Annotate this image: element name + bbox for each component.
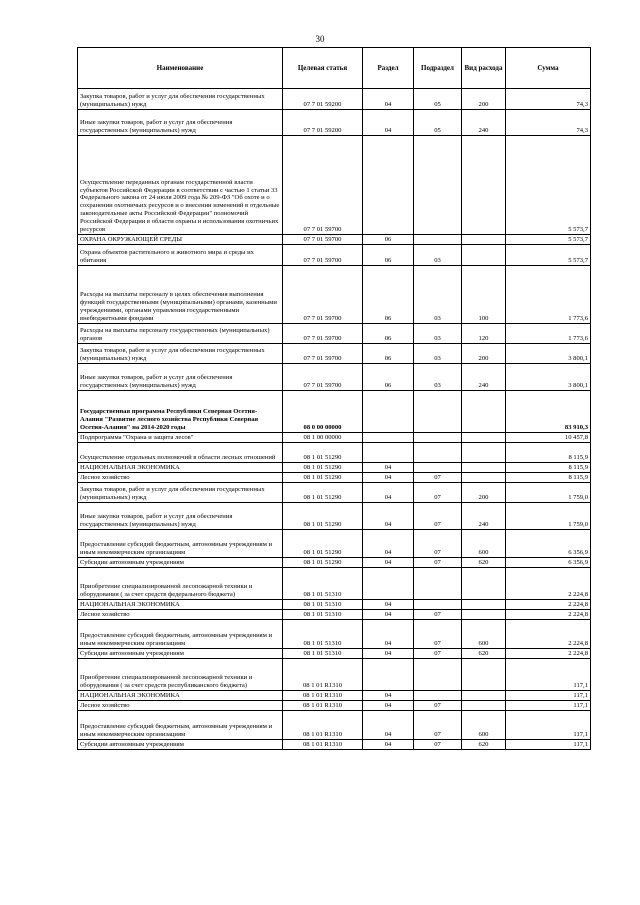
cell-section: 04 [363, 711, 414, 740]
cell-target-article: 08 1 01 51310 [283, 620, 363, 649]
cell-sum: 6 356,9 [506, 558, 591, 568]
cell-name: Иные закупки товаров, работ и услуг для обеспечения государственных (муниципальных) нужд [78, 503, 283, 530]
cell-expense-type [462, 235, 506, 245]
cell-target-article: 07 7 01 59700 [283, 344, 363, 364]
cell-expense-type [462, 691, 506, 701]
cell-subsection: 07 [414, 483, 462, 503]
cell-subsection: 07 [414, 711, 462, 740]
table-row [78, 391, 591, 433]
cell-target-article: 08 1 01 R1310 [283, 711, 363, 740]
cell-subsection [414, 659, 462, 691]
cell-expense-type [462, 463, 506, 473]
cell-target-article: 07 7 01 59700 [283, 245, 363, 266]
cell-expense-type: 620 [462, 558, 506, 568]
cell-name: Лесное хозяйство [78, 701, 283, 711]
cell-section: 04 [363, 620, 414, 649]
cell-target-article: 08 1 01 R1310 [283, 701, 363, 711]
cell-expense-type [462, 245, 506, 266]
cell-name: Охрана объектов растительного и животного мира и среды их обитания [78, 245, 283, 266]
cell-subsection: 07 [414, 503, 462, 530]
table-row [78, 443, 591, 463]
cell-subsection: 05 [414, 89, 462, 110]
cell-expense-type: 200 [462, 344, 506, 364]
cell-expense-type: 240 [462, 364, 506, 391]
header-target-article: Целевая статья [283, 48, 363, 89]
cell-sum: 2 224,8 [506, 568, 591, 600]
table-row [78, 620, 591, 649]
cell-expense-type [462, 659, 506, 691]
cell-target-article: 08 1 01 51290 [283, 530, 363, 558]
cell-name: Предоставление субсидий бюджетным, автономным учреждениям и иным некоммерческим организациям [78, 711, 283, 740]
cell-sum: 8 115,9 [506, 443, 591, 463]
cell-section [363, 136, 414, 235]
cell-target-article: 07 7 01 59200 [283, 89, 363, 110]
table-row [78, 245, 591, 266]
table-row [78, 711, 591, 740]
cell-section: 04 [363, 110, 414, 136]
cell-sum: 117,1 [506, 659, 591, 691]
cell-sum: 2 224,8 [506, 600, 591, 610]
cell-sum: 83 910,3 [506, 391, 591, 433]
header-expense-type: Вид расхода [462, 48, 506, 89]
table-row [78, 610, 591, 620]
cell-sum: 74,3 [506, 110, 591, 136]
cell-section: 04 [363, 483, 414, 503]
cell-sum: 1 759,0 [506, 503, 591, 530]
cell-section [363, 443, 414, 463]
table-row [78, 483, 591, 503]
cell-target-article: 08 0 00 00000 [283, 391, 363, 433]
cell-sum: 5 573,7 [506, 235, 591, 245]
cell-target-article: 08 1 00 00000 [283, 433, 363, 443]
table-row [78, 558, 591, 568]
cell-sum: 117,1 [506, 740, 591, 750]
header-section: Раздел [363, 48, 414, 89]
cell-subsection: 07 [414, 620, 462, 649]
cell-section: 04 [363, 701, 414, 711]
cell-subsection: 03 [414, 266, 462, 324]
cell-section: 06 [363, 266, 414, 324]
cell-sum: 2 224,8 [506, 620, 591, 649]
cell-name: Иные закупки товаров, работ и услуг для обеспечения государственных (муниципальных) нужд [78, 110, 283, 136]
cell-section: 04 [363, 530, 414, 558]
cell-target-article: 08 1 01 R1310 [283, 659, 363, 691]
cell-section: 06 [363, 324, 414, 344]
table-row [78, 691, 591, 701]
table-row [78, 473, 591, 483]
table-row [78, 110, 591, 136]
cell-target-article: 08 1 01 51290 [283, 443, 363, 463]
table-row [78, 503, 591, 530]
table-row [78, 701, 591, 711]
cell-target-article: 07 7 01 59700 [283, 364, 363, 391]
cell-sum: 117,1 [506, 711, 591, 740]
cell-subsection: 07 [414, 558, 462, 568]
cell-expense-type [462, 443, 506, 463]
cell-subsection: 07 [414, 649, 462, 659]
cell-expense-type [462, 610, 506, 620]
cell-expense-type: 200 [462, 89, 506, 110]
cell-expense-type [462, 391, 506, 433]
table-row [78, 266, 591, 324]
cell-name: Приобретение специализированной лесопожарной техники и оборудования ( за счет средств федерального бюджета) [78, 568, 283, 600]
cell-name: Лесное хозяйство [78, 473, 283, 483]
cell-expense-type: 240 [462, 503, 506, 530]
budget-table [77, 47, 591, 750]
cell-target-article: 07 7 01 59700 [283, 235, 363, 245]
cell-name: Закупка товаров, работ и услуг для обеспечения государственных (муниципальных) нужд [78, 89, 283, 110]
table-row [78, 136, 591, 235]
cell-expense-type: 600 [462, 530, 506, 558]
cell-section: 04 [363, 473, 414, 483]
cell-subsection: 07 [414, 473, 462, 483]
cell-name: НАЦИОНАЛЬНАЯ ЭКОНОМИКА [78, 463, 283, 473]
cell-target-article: 08 1 01 R1310 [283, 740, 363, 750]
cell-expense-type [462, 701, 506, 711]
cell-target-article: 08 1 01 51290 [283, 558, 363, 568]
cell-name: Субсидии автономным учреждениям [78, 740, 283, 750]
cell-subsection [414, 443, 462, 463]
cell-name: Приобретение специализированной лесопожарной техники и оборудования ( за счет средств республиканского бюджета) [78, 659, 283, 691]
cell-name: Субсидии автономным учреждениям [78, 649, 283, 659]
cell-name: Закупка товаров, работ и услуг для обеспечения государственных (муниципальных) нужд [78, 344, 283, 364]
cell-sum: 6 356,9 [506, 530, 591, 558]
cell-target-article: 08 1 01 51290 [283, 463, 363, 473]
cell-name: Лесное хозяйство [78, 610, 283, 620]
cell-section: 04 [363, 691, 414, 701]
table-row [78, 463, 591, 473]
cell-subsection: 03 [414, 245, 462, 266]
cell-name: Закупка товаров, работ и услуг для обеспечения государственных (муниципальных) нужд [78, 483, 283, 503]
header-subsection: Подраздел [414, 48, 462, 89]
cell-section: 04 [363, 649, 414, 659]
cell-target-article: 08 1 01 51310 [283, 600, 363, 610]
cell-subsection [414, 463, 462, 473]
cell-expense-type [462, 568, 506, 600]
table-row [78, 600, 591, 610]
cell-sum: 8 115,9 [506, 463, 591, 473]
cell-subsection [414, 568, 462, 600]
cell-sum: 5 573,7 [506, 245, 591, 266]
table-row [78, 344, 591, 364]
cell-sum: 74,3 [506, 89, 591, 110]
cell-name: Субсидии автономным учреждениям [78, 558, 283, 568]
cell-section: 04 [363, 463, 414, 473]
cell-section: 04 [363, 600, 414, 610]
cell-section: 06 [363, 364, 414, 391]
cell-section: 04 [363, 558, 414, 568]
table-row [78, 568, 591, 600]
cell-subsection [414, 235, 462, 245]
cell-subsection: 07 [414, 740, 462, 750]
cell-name: Предоставление субсидий бюджетным, автономным учреждениям и иным некоммерческим организациям [78, 530, 283, 558]
cell-subsection: 07 [414, 701, 462, 711]
cell-section: 04 [363, 89, 414, 110]
table-row [78, 530, 591, 558]
cell-subsection [414, 433, 462, 443]
cell-sum: 3 800,1 [506, 364, 591, 391]
cell-expense-type: 600 [462, 620, 506, 649]
cell-target-article: 08 1 01 51290 [283, 473, 363, 483]
cell-sum: 1 773,6 [506, 324, 591, 344]
cell-sum: 3 800,1 [506, 344, 591, 364]
cell-expense-type: 200 [462, 483, 506, 503]
cell-sum: 2 224,8 [506, 649, 591, 659]
table-row [78, 89, 591, 110]
cell-subsection: 03 [414, 364, 462, 391]
cell-sum: 117,1 [506, 701, 591, 711]
table-row [78, 649, 591, 659]
cell-expense-type: 620 [462, 740, 506, 750]
cell-expense-type: 100 [462, 266, 506, 324]
cell-expense-type: 600 [462, 711, 506, 740]
table-row [78, 364, 591, 391]
cell-subsection [414, 600, 462, 610]
table-row [78, 433, 591, 443]
cell-target-article: 08 1 01 51310 [283, 610, 363, 620]
cell-target-article: 08 1 01 51310 [283, 649, 363, 659]
cell-name: Осуществление переданных органам государственной власти субъектов Российской Федерации в соответствии с частью 1 статьи 33 Федерального закона от 24 июля 2009 года № 209-ФЗ "Об охоте и о сохранении охотничьих ресурсов и о внесении изменений в отдельные законодательные акты Российской Федерации" полномочий Российской Федерации в области охраны и использования охотничьих ресурсов [78, 136, 283, 235]
cell-subsection: 07 [414, 530, 462, 558]
cell-expense-type [462, 473, 506, 483]
cell-name: НАЦИОНАЛЬНАЯ ЭКОНОМИКА [78, 600, 283, 610]
cell-target-article: 07 7 01 59200 [283, 110, 363, 136]
cell-sum: 1 773,6 [506, 266, 591, 324]
cell-expense-type [462, 136, 506, 235]
cell-sum: 5 573,7 [506, 136, 591, 235]
cell-section [363, 433, 414, 443]
cell-section: 04 [363, 610, 414, 620]
cell-expense-type [462, 433, 506, 443]
table-row [78, 659, 591, 691]
cell-name: Осуществление отдельных полномочий в области лесных отношений [78, 443, 283, 463]
cell-subsection [414, 136, 462, 235]
table-row [78, 740, 591, 750]
header-sum: Сумма [506, 48, 591, 89]
cell-name: НАЦИОНАЛЬНАЯ ЭКОНОМИКА [78, 691, 283, 701]
cell-subsection: 05 [414, 110, 462, 136]
cell-sum: 10 457,8 [506, 433, 591, 443]
cell-subsection [414, 391, 462, 433]
cell-subsection: 03 [414, 344, 462, 364]
cell-section: 06 [363, 235, 414, 245]
header-name: Наименование [78, 48, 283, 89]
cell-name: Предоставление субсидий бюджетным, автономным учреждениям и иным некоммерческим организациям [78, 620, 283, 649]
cell-section: 06 [363, 245, 414, 266]
cell-subsection [414, 691, 462, 701]
cell-subsection: 03 [414, 324, 462, 344]
cell-target-article: 07 7 01 59700 [283, 266, 363, 324]
cell-section: 06 [363, 344, 414, 364]
cell-target-article: 07 7 01 59700 [283, 136, 363, 235]
cell-sum: 1 759,0 [506, 483, 591, 503]
cell-section: 04 [363, 503, 414, 530]
table-header-row [78, 48, 591, 89]
cell-expense-type [462, 600, 506, 610]
cell-name: Иные закупки товаров, работ и услуг для обеспечения государственных (муниципальных) нужд [78, 364, 283, 391]
cell-name: Подпрограмма "Охрана и защита лесов" [78, 433, 283, 443]
cell-target-article: 07 7 01 59700 [283, 324, 363, 344]
cell-section [363, 391, 414, 433]
cell-expense-type: 240 [462, 110, 506, 136]
cell-target-article: 08 1 01 R1310 [283, 691, 363, 701]
cell-section [363, 659, 414, 691]
cell-sum: 117,1 [506, 691, 591, 701]
cell-name: ОХРАНА ОКРУЖАЮЩЕЙ СРЕДЫ [78, 235, 283, 245]
cell-sum: 8 115,9 [506, 473, 591, 483]
cell-expense-type: 620 [462, 649, 506, 659]
page-number: 30 [315, 34, 325, 44]
cell-target-article: 08 1 01 51290 [283, 503, 363, 530]
cell-name: Государственная программа Республики Северная Осетия-Алания "Развитие лесного хозяйства Республики Северная Осетия-Алания" на 2014-2020 годы [78, 391, 283, 433]
cell-name: Расходы на выплаты персоналу в целях обеспечения выполнения функций государственными (муниципальными) органами, казенными учреждениями, органами управления государственными внебюджетными фондами [78, 266, 283, 324]
cell-section: 04 [363, 740, 414, 750]
cell-expense-type: 120 [462, 324, 506, 344]
cell-section [363, 568, 414, 600]
cell-subsection: 07 [414, 610, 462, 620]
cell-name: Расходы на выплаты персоналу государственных (муниципальных) органов [78, 324, 283, 344]
cell-sum: 2 224,8 [506, 610, 591, 620]
cell-target-article: 08 1 01 51290 [283, 483, 363, 503]
cell-target-article: 08 1 01 51310 [283, 568, 363, 600]
table-body [78, 89, 591, 750]
table-row [78, 235, 591, 245]
table-row [78, 324, 591, 344]
